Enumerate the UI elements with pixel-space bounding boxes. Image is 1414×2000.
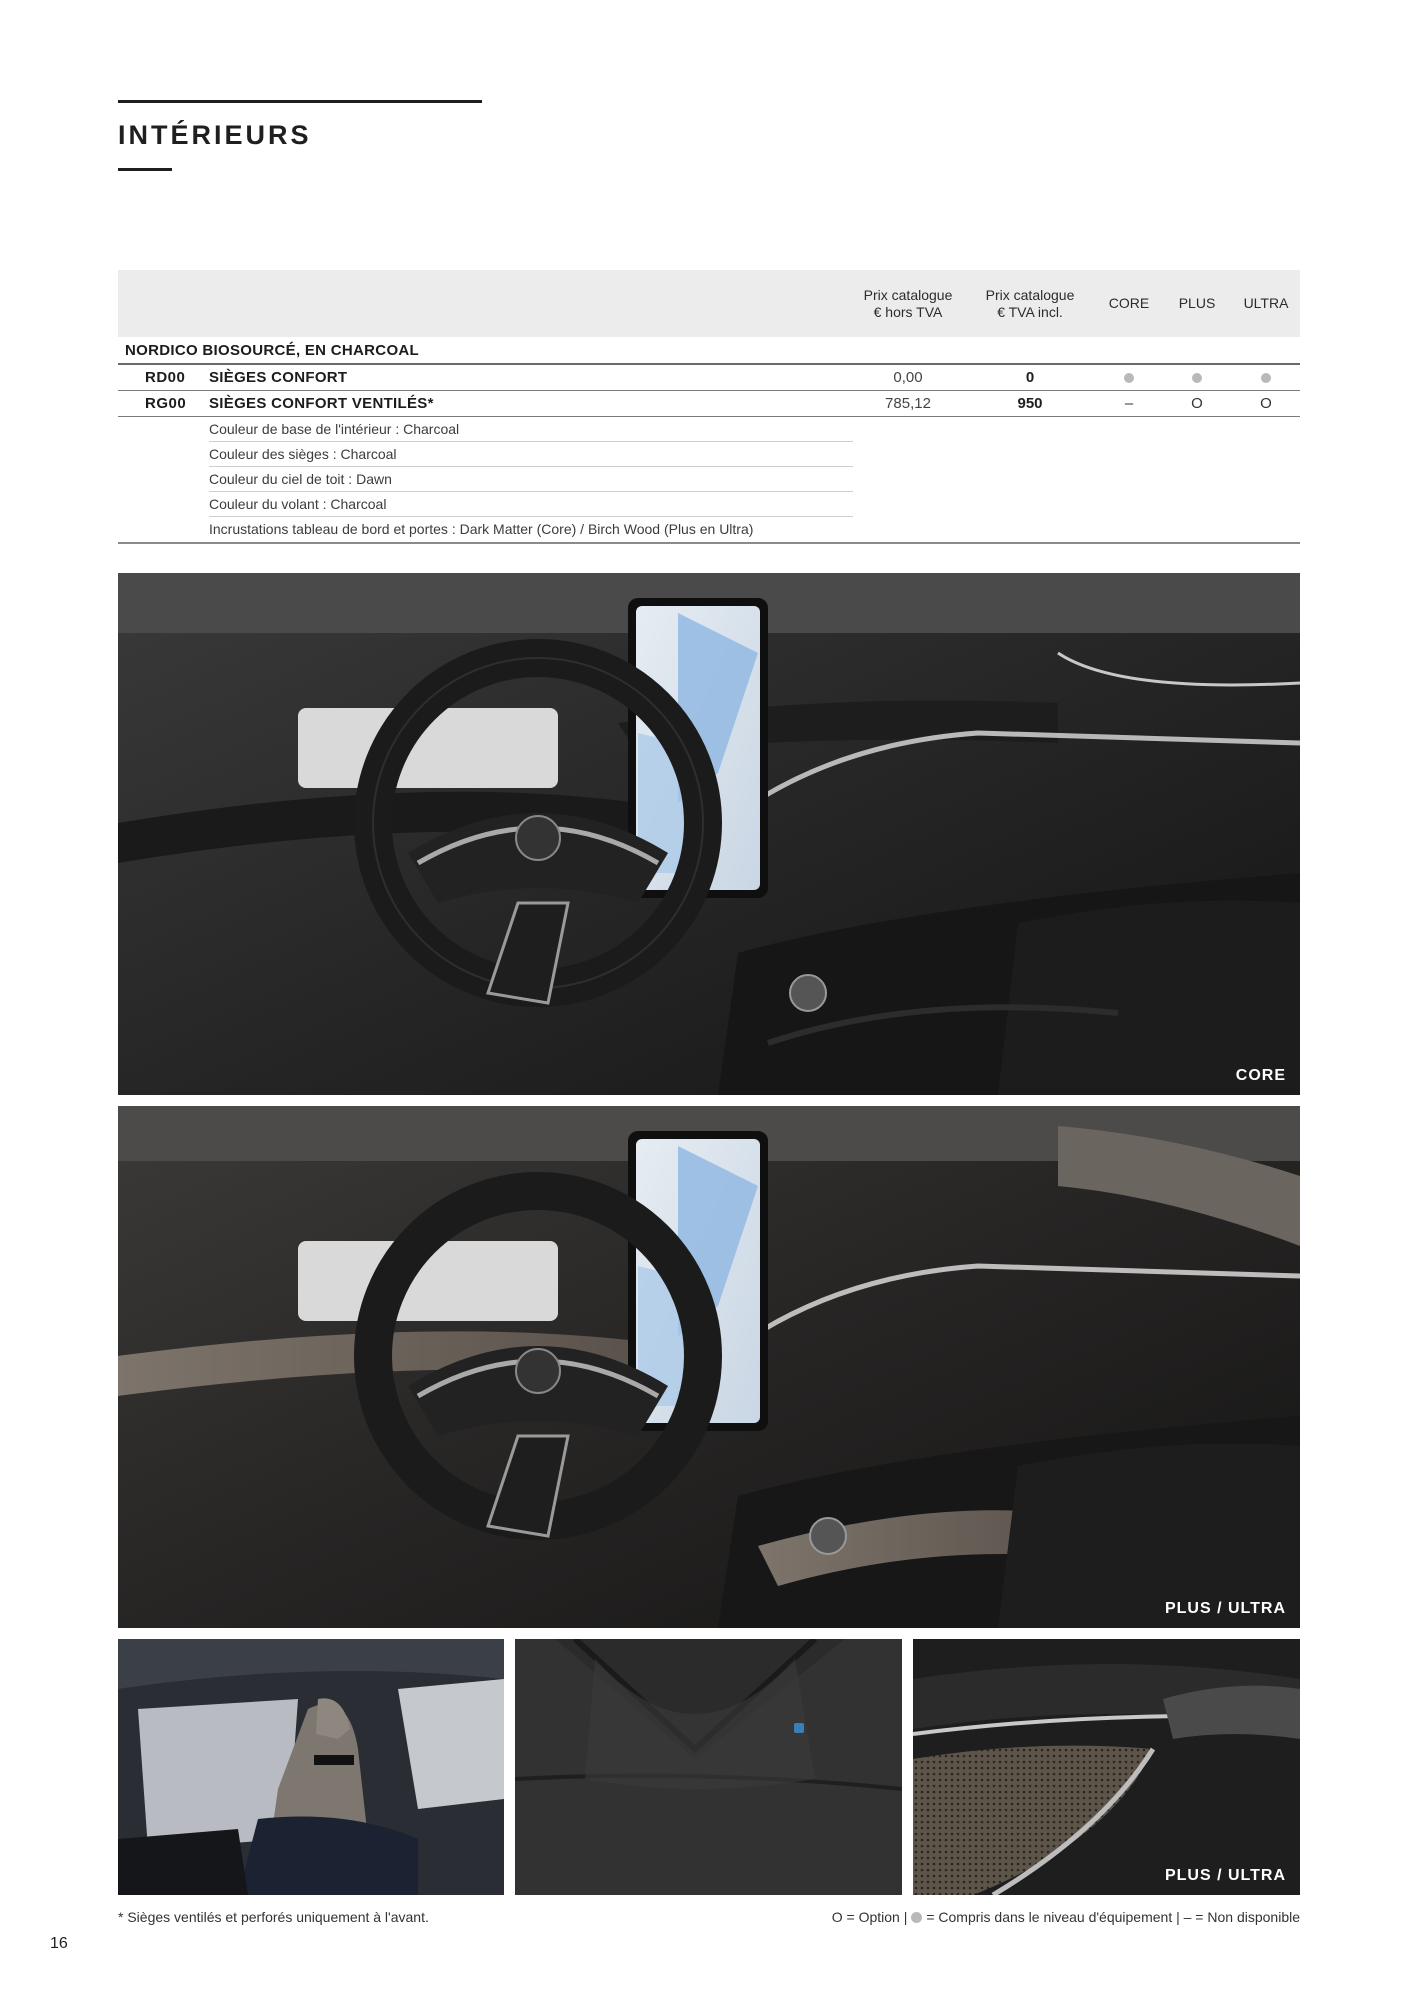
- row-core-status: [1098, 365, 1160, 390]
- table-row: [118, 391, 1300, 416]
- footnote: * Sièges ventilés et perforés uniquement à l'avant.: [118, 1909, 429, 1925]
- row-price-excl: 0,00: [893, 369, 923, 386]
- title-underline: [118, 168, 172, 171]
- photo-label-detail: PLUS / ULTRA: [1164, 1867, 1286, 1884]
- header-price-incl-line2: € TVA incl.: [997, 303, 1063, 320]
- detail-item: Couleur des sièges : Charcoal: [209, 442, 853, 467]
- included-dot-icon: [1192, 373, 1202, 383]
- legend-included: = Compris dans le niveau d'équipement | – = Non disponible: [926, 1909, 1300, 1925]
- row-name: SIÈGES CONFORT: [209, 369, 348, 386]
- table-bottom-rule: [118, 542, 1300, 544]
- header-plus: PLUS: [1178, 295, 1216, 311]
- legend: [832, 1909, 1300, 1925]
- interior-photo-core: [118, 573, 1300, 1095]
- seat-side-photo: [118, 1639, 504, 1895]
- row-ultra-status: [1232, 365, 1300, 390]
- seat-closeup-photo: [515, 1639, 902, 1895]
- row-code: RG00: [145, 395, 187, 412]
- row-ultra-status: O: [1260, 395, 1272, 412]
- header-price-excl-line1: Prix catalogue: [863, 286, 953, 303]
- row-plus-status: O: [1191, 395, 1203, 412]
- header-price-excl: [853, 270, 963, 337]
- group-row: [118, 337, 1300, 363]
- row-price-incl: 950: [1017, 395, 1043, 412]
- legend-option: O = Option |: [831, 1909, 908, 1925]
- detail-item: Couleur de base de l'intérieur : Charcoal: [209, 417, 853, 442]
- page-number: 16: [50, 1935, 68, 1952]
- detail-item: Couleur du volant : Charcoal: [209, 492, 853, 517]
- header-price-excl-line2: € hors TVA: [873, 303, 943, 320]
- included-dot-icon: [911, 1912, 922, 1923]
- row-price-incl: 0: [1025, 369, 1035, 386]
- header-price-incl: [975, 270, 1085, 337]
- included-dot-icon: [1261, 373, 1271, 383]
- table-header: [118, 270, 1300, 337]
- detail-item: Couleur du ciel de toit : Dawn: [209, 467, 853, 492]
- included-dot-icon: [1124, 373, 1134, 383]
- interior-options-table: [118, 270, 1300, 544]
- dashboard-detail-photo: [913, 1639, 1300, 1895]
- row-price-excl: 785,12: [885, 395, 931, 412]
- row-name: SIÈGES CONFORT VENTILÉS*: [209, 395, 434, 412]
- row-core-status: –: [1124, 395, 1134, 412]
- top-rule: [118, 100, 482, 103]
- header-ultra: ULTRA: [1243, 295, 1289, 311]
- detail-item: Incrustations tableau de bord et portes : Dark Matter (Core) / Birch Wood (Plus en Ultra): [209, 521, 754, 537]
- photo-label-core: CORE: [1235, 1067, 1286, 1084]
- table-row: [118, 365, 1300, 390]
- photo-label-plus-ultra: PLUS / ULTRA: [1164, 1600, 1286, 1617]
- interior-photo-plus-ultra: [118, 1106, 1300, 1628]
- header-core: CORE: [1108, 295, 1150, 311]
- page-title: INTÉRIEURS: [118, 120, 312, 150]
- header-price-incl-line1: Prix catalogue: [985, 286, 1075, 303]
- group-title: NORDICO BIOSOURCÉ, EN CHARCOAL: [125, 341, 420, 359]
- row-plus-status: [1166, 365, 1228, 390]
- detail-list: [118, 417, 1300, 541]
- row-code: RD00: [145, 369, 186, 386]
